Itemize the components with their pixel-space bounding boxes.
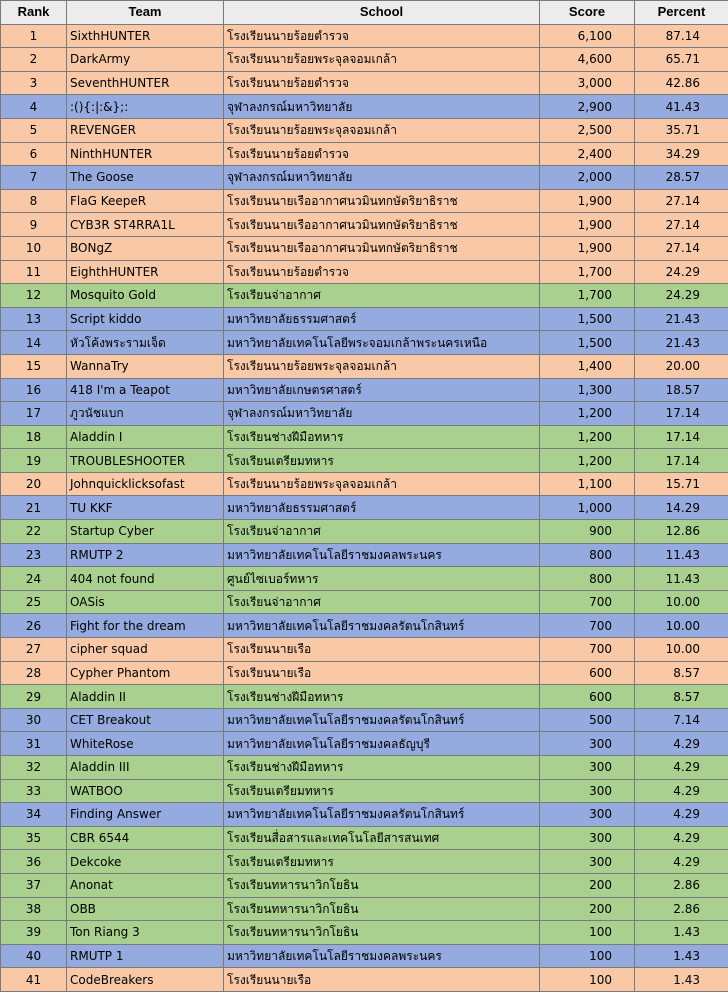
- team-cell: BONgZ: [67, 236, 224, 260]
- table-row: [1, 378, 728, 402]
- table-row: [1, 968, 728, 992]
- table-row: [1, 496, 728, 520]
- team-cell: SixthHUNTER: [67, 24, 224, 48]
- score-cell: 3,000: [540, 71, 635, 95]
- rank-cell: 32: [1, 756, 67, 780]
- score-cell: 300: [540, 779, 635, 803]
- table-row: [1, 425, 728, 449]
- rank-cell: 29: [1, 685, 67, 709]
- rank-cell: 1: [1, 24, 67, 48]
- school-cell: โรงเรียนทหารนาวิกโยธิน: [224, 897, 540, 921]
- rank-cell: 14: [1, 331, 67, 355]
- percent-cell: 65.71: [635, 48, 728, 72]
- rank-cell: 8: [1, 189, 67, 213]
- school-cell: โรงเรียนนายร้อยตำรวจ: [224, 24, 540, 48]
- table-row: [1, 213, 728, 237]
- rank-cell: 13: [1, 307, 67, 331]
- header-school: School: [224, 1, 540, 25]
- table-row: [1, 661, 728, 685]
- team-cell: TU KKF: [67, 496, 224, 520]
- score-cell: 1,700: [540, 284, 635, 308]
- school-cell: โรงเรียนเตรียมทหาร: [224, 779, 540, 803]
- school-cell: โรงเรียนนายเรืออากาศนวมินทกษัตริยาธิราช: [224, 213, 540, 237]
- school-cell: โรงเรียนนายร้อยตำรวจ: [224, 142, 540, 166]
- score-cell: 300: [540, 803, 635, 827]
- percent-cell: 35.71: [635, 118, 728, 142]
- percent-cell: 87.14: [635, 24, 728, 48]
- percent-cell: 7.14: [635, 708, 728, 732]
- team-cell: SeventhHUNTER: [67, 71, 224, 95]
- table-row: [1, 166, 728, 190]
- table-row: [1, 472, 728, 496]
- score-cell: 600: [540, 685, 635, 709]
- score-cell: 300: [540, 826, 635, 850]
- table-row: [1, 756, 728, 780]
- rank-cell: 16: [1, 378, 67, 402]
- team-cell: NinthHUNTER: [67, 142, 224, 166]
- header-score: Score: [540, 1, 635, 25]
- table-row: [1, 354, 728, 378]
- school-cell: โรงเรียนเตรียมทหาร: [224, 449, 540, 473]
- team-cell: WannaTry: [67, 354, 224, 378]
- team-cell: CYB3R ST4RRA1L: [67, 213, 224, 237]
- rank-cell: 41: [1, 968, 67, 992]
- score-cell: 1,400: [540, 354, 635, 378]
- team-cell: Script kiddo: [67, 307, 224, 331]
- school-cell: โรงเรียนช่างฝีมือทหาร: [224, 756, 540, 780]
- percent-cell: 21.43: [635, 307, 728, 331]
- rank-cell: 31: [1, 732, 67, 756]
- percent-cell: 10.00: [635, 590, 728, 614]
- table-row: [1, 236, 728, 260]
- team-cell: Aladdin I: [67, 425, 224, 449]
- rank-cell: 25: [1, 590, 67, 614]
- percent-cell: 18.57: [635, 378, 728, 402]
- school-cell: โรงเรียนนายร้อยพระจุลจอมเกล้า: [224, 118, 540, 142]
- score-cell: 1,500: [540, 331, 635, 355]
- table-row: [1, 779, 728, 803]
- rank-cell: 9: [1, 213, 67, 237]
- percent-cell: 17.14: [635, 402, 728, 426]
- header-team: Team: [67, 1, 224, 25]
- team-cell: Fight for the dream: [67, 614, 224, 638]
- rank-cell: 34: [1, 803, 67, 827]
- percent-cell: 20.00: [635, 354, 728, 378]
- team-cell: WATBOO: [67, 779, 224, 803]
- table-row: [1, 873, 728, 897]
- team-cell: WhiteRose: [67, 732, 224, 756]
- school-cell: มหาวิทยาลัยเทคโนโลยีราชมงคลพระนคร: [224, 944, 540, 968]
- school-cell: มหาวิทยาลัยเทคโนโลยีราชมงคลรัตนโกสินทร์: [224, 614, 540, 638]
- rank-cell: 20: [1, 472, 67, 496]
- score-cell: 800: [540, 543, 635, 567]
- table-row: [1, 708, 728, 732]
- team-cell: OASis: [67, 590, 224, 614]
- rank-cell: 35: [1, 826, 67, 850]
- score-cell: 1,000: [540, 496, 635, 520]
- team-cell: REVENGER: [67, 118, 224, 142]
- team-cell: TROUBLESHOOTER: [67, 449, 224, 473]
- rank-cell: 17: [1, 402, 67, 426]
- percent-cell: 4.29: [635, 803, 728, 827]
- table-body: [1, 24, 728, 991]
- rank-cell: 39: [1, 921, 67, 945]
- percent-cell: 4.29: [635, 732, 728, 756]
- rank-cell: 12: [1, 284, 67, 308]
- score-cell: 200: [540, 873, 635, 897]
- school-cell: มหาวิทยาลัยเทคโนโลยีราชมงคลพระนคร: [224, 543, 540, 567]
- rank-cell: 27: [1, 638, 67, 662]
- rank-cell: 23: [1, 543, 67, 567]
- header-row: [1, 1, 728, 25]
- table-row: [1, 118, 728, 142]
- rank-cell: 7: [1, 166, 67, 190]
- percent-cell: 27.14: [635, 189, 728, 213]
- score-cell: 300: [540, 850, 635, 874]
- score-cell: 4,600: [540, 48, 635, 72]
- team-cell: Anonat: [67, 873, 224, 897]
- rank-cell: 24: [1, 567, 67, 591]
- rank-cell: 21: [1, 496, 67, 520]
- school-cell: จุฬาลงกรณ์มหาวิทยาลัย: [224, 95, 540, 119]
- team-cell: หัวโค้งพระรามเจ็ด: [67, 331, 224, 355]
- percent-cell: 17.14: [635, 425, 728, 449]
- rank-cell: 6: [1, 142, 67, 166]
- table-row: [1, 685, 728, 709]
- rank-cell: 37: [1, 873, 67, 897]
- school-cell: โรงเรียนช่างฝีมือทหาร: [224, 425, 540, 449]
- school-cell: โรงเรียนนายร้อยตำรวจ: [224, 71, 540, 95]
- percent-cell: 4.29: [635, 826, 728, 850]
- table-row: [1, 732, 728, 756]
- percent-cell: 8.57: [635, 661, 728, 685]
- score-cell: 1,900: [540, 189, 635, 213]
- school-cell: โรงเรียนนายเรือ: [224, 968, 540, 992]
- table-row: [1, 590, 728, 614]
- table-row: [1, 826, 728, 850]
- table-row: [1, 897, 728, 921]
- score-cell: 700: [540, 590, 635, 614]
- school-cell: โรงเรียนทหารนาวิกโยธิน: [224, 921, 540, 945]
- score-cell: 200: [540, 897, 635, 921]
- score-cell: 100: [540, 921, 635, 945]
- school-cell: มหาวิทยาลัยเกษตรศาสตร์: [224, 378, 540, 402]
- rank-cell: 2: [1, 48, 67, 72]
- score-cell: 1,200: [540, 449, 635, 473]
- team-cell: Startup Cyber: [67, 520, 224, 544]
- table-row: [1, 543, 728, 567]
- percent-cell: 11.43: [635, 567, 728, 591]
- school-cell: โรงเรียนนายร้อยตำรวจ: [224, 260, 540, 284]
- table-row: [1, 614, 728, 638]
- score-cell: 1,900: [540, 213, 635, 237]
- percent-cell: 11.43: [635, 543, 728, 567]
- percent-cell: 4.29: [635, 756, 728, 780]
- team-cell: 404 not found: [67, 567, 224, 591]
- rank-cell: 40: [1, 944, 67, 968]
- team-cell: The Goose: [67, 166, 224, 190]
- school-cell: โรงเรียนจ่าอากาศ: [224, 590, 540, 614]
- score-cell: 300: [540, 732, 635, 756]
- rank-cell: 19: [1, 449, 67, 473]
- rank-cell: 11: [1, 260, 67, 284]
- table-row: [1, 921, 728, 945]
- rank-cell: 36: [1, 850, 67, 874]
- table-header: [1, 1, 728, 25]
- score-cell: 1,700: [540, 260, 635, 284]
- rank-cell: 10: [1, 236, 67, 260]
- school-cell: โรงเรียนช่างฝีมือทหาร: [224, 685, 540, 709]
- school-cell: มหาวิทยาลัยธรรมศาสตร์: [224, 307, 540, 331]
- team-cell: Mosquito Gold: [67, 284, 224, 308]
- percent-cell: 10.00: [635, 614, 728, 638]
- percent-cell: 4.29: [635, 850, 728, 874]
- team-cell: OBB: [67, 897, 224, 921]
- team-cell: FlaG KeepeR: [67, 189, 224, 213]
- score-cell: 800: [540, 567, 635, 591]
- table-row: [1, 638, 728, 662]
- team-cell: CET Breakout: [67, 708, 224, 732]
- team-cell: RMUTP 1: [67, 944, 224, 968]
- score-cell: 100: [540, 944, 635, 968]
- table-row: [1, 142, 728, 166]
- percent-cell: 4.29: [635, 779, 728, 803]
- rank-cell: 38: [1, 897, 67, 921]
- school-cell: โรงเรียนจ่าอากาศ: [224, 284, 540, 308]
- school-cell: โรงเรียนนายร้อยพระจุลจอมเกล้า: [224, 354, 540, 378]
- rank-cell: 15: [1, 354, 67, 378]
- score-cell: 500: [540, 708, 635, 732]
- score-cell: 1,200: [540, 425, 635, 449]
- school-cell: โรงเรียนนายเรือ: [224, 661, 540, 685]
- school-cell: มหาวิทยาลัยเทคโนโลยีราชมงคลรัตนโกสินทร์: [224, 708, 540, 732]
- percent-cell: 12.86: [635, 520, 728, 544]
- table-row: [1, 95, 728, 119]
- score-cell: 900: [540, 520, 635, 544]
- team-cell: Aladdin II: [67, 685, 224, 709]
- score-cell: 2,900: [540, 95, 635, 119]
- table-row: [1, 307, 728, 331]
- school-cell: มหาวิทยาลัยเทคโนโลยีราชมงคลธัญบุรี: [224, 732, 540, 756]
- percent-cell: 34.29: [635, 142, 728, 166]
- team-cell: DarkArmy: [67, 48, 224, 72]
- table-row: [1, 402, 728, 426]
- score-cell: 2,500: [540, 118, 635, 142]
- header-percent: Percent: [635, 1, 728, 25]
- score-cell: 1,200: [540, 402, 635, 426]
- percent-cell: 24.29: [635, 260, 728, 284]
- score-cell: 100: [540, 968, 635, 992]
- rank-cell: 28: [1, 661, 67, 685]
- table-row: [1, 449, 728, 473]
- table-row: [1, 71, 728, 95]
- percent-cell: 42.86: [635, 71, 728, 95]
- percent-cell: 27.14: [635, 213, 728, 237]
- score-cell: 2,400: [540, 142, 635, 166]
- table-row: [1, 331, 728, 355]
- percent-cell: 27.14: [635, 236, 728, 260]
- rank-cell: 22: [1, 520, 67, 544]
- team-cell: Ton Riang 3: [67, 921, 224, 945]
- score-cell: 1,300: [540, 378, 635, 402]
- team-cell: RMUTP 2: [67, 543, 224, 567]
- rank-cell: 3: [1, 71, 67, 95]
- percent-cell: 41.43: [635, 95, 728, 119]
- rank-cell: 30: [1, 708, 67, 732]
- score-cell: 600: [540, 661, 635, 685]
- table-row: [1, 24, 728, 48]
- team-cell: Cypher Phantom: [67, 661, 224, 685]
- school-cell: โรงเรียนนายเรืออากาศนวมินทกษัตริยาธิราช: [224, 189, 540, 213]
- header-rank: Rank: [1, 1, 67, 25]
- school-cell: โรงเรียนนายร้อยพระจุลจอมเกล้า: [224, 48, 540, 72]
- score-cell: 1,100: [540, 472, 635, 496]
- school-cell: มหาวิทยาลัยธรรมศาสตร์: [224, 496, 540, 520]
- percent-cell: 10.00: [635, 638, 728, 662]
- percent-cell: 1.43: [635, 944, 728, 968]
- percent-cell: 21.43: [635, 331, 728, 355]
- score-cell: 6,100: [540, 24, 635, 48]
- team-cell: ภูวนัชแบก: [67, 402, 224, 426]
- rank-cell: 26: [1, 614, 67, 638]
- table-row: [1, 850, 728, 874]
- table-row: [1, 189, 728, 213]
- team-cell: :(){:|:&};:: [67, 95, 224, 119]
- rank-cell: 4: [1, 95, 67, 119]
- percent-cell: 24.29: [635, 284, 728, 308]
- percent-cell: 2.86: [635, 897, 728, 921]
- percent-cell: 8.57: [635, 685, 728, 709]
- percent-cell: 1.43: [635, 921, 728, 945]
- percent-cell: 1.43: [635, 968, 728, 992]
- table-row: [1, 260, 728, 284]
- rank-cell: 18: [1, 425, 67, 449]
- team-cell: 418 I'm a Teapot: [67, 378, 224, 402]
- school-cell: โรงเรียนจ่าอากาศ: [224, 520, 540, 544]
- school-cell: มหาวิทยาลัยเทคโนโลยีพระจอมเกล้าพระนครเหนือ: [224, 331, 540, 355]
- school-cell: โรงเรียนสื่อสารและเทคโนโลยีสารสนเทศ: [224, 826, 540, 850]
- school-cell: จุฬาลงกรณ์มหาวิทยาลัย: [224, 402, 540, 426]
- school-cell: จุฬาลงกรณ์มหาวิทยาลัย: [224, 166, 540, 190]
- team-cell: CBR 6544: [67, 826, 224, 850]
- table-row: [1, 567, 728, 591]
- score-cell: 700: [540, 638, 635, 662]
- score-cell: 1,500: [540, 307, 635, 331]
- percent-cell: 15.71: [635, 472, 728, 496]
- percent-cell: 14.29: [635, 496, 728, 520]
- score-cell: 700: [540, 614, 635, 638]
- rank-cell: 5: [1, 118, 67, 142]
- team-cell: Dekcoke: [67, 850, 224, 874]
- school-cell: โรงเรียนนายเรือ: [224, 638, 540, 662]
- team-cell: Finding Answer: [67, 803, 224, 827]
- score-cell: 300: [540, 756, 635, 780]
- table-row: [1, 944, 728, 968]
- school-cell: โรงเรียนนายเรืออากาศนวมินทกษัตริยาธิราช: [224, 236, 540, 260]
- percent-cell: 2.86: [635, 873, 728, 897]
- rank-cell: 33: [1, 779, 67, 803]
- table-row: [1, 284, 728, 308]
- table-row: [1, 803, 728, 827]
- percent-cell: 17.14: [635, 449, 728, 473]
- school-cell: โรงเรียนเตรียมทหาร: [224, 850, 540, 874]
- table-row: [1, 520, 728, 544]
- school-cell: โรงเรียนนายร้อยพระจุลจอมเกล้า: [224, 472, 540, 496]
- table-row: [1, 48, 728, 72]
- team-cell: Aladdin III: [67, 756, 224, 780]
- team-cell: CodeBreakers: [67, 968, 224, 992]
- team-cell: Johnquicklicksofast: [67, 472, 224, 496]
- score-cell: 2,000: [540, 166, 635, 190]
- percent-cell: 28.57: [635, 166, 728, 190]
- school-cell: มหาวิทยาลัยเทคโนโลยีราชมงคลรัตนโกสินทร์: [224, 803, 540, 827]
- score-cell: 1,900: [540, 236, 635, 260]
- school-cell: โรงเรียนทหารนาวิกโยธิน: [224, 873, 540, 897]
- school-cell: ศูนย์ไซเบอร์ทหาร: [224, 567, 540, 591]
- team-cell: cipher squad: [67, 638, 224, 662]
- team-cell: EighthHUNTER: [67, 260, 224, 284]
